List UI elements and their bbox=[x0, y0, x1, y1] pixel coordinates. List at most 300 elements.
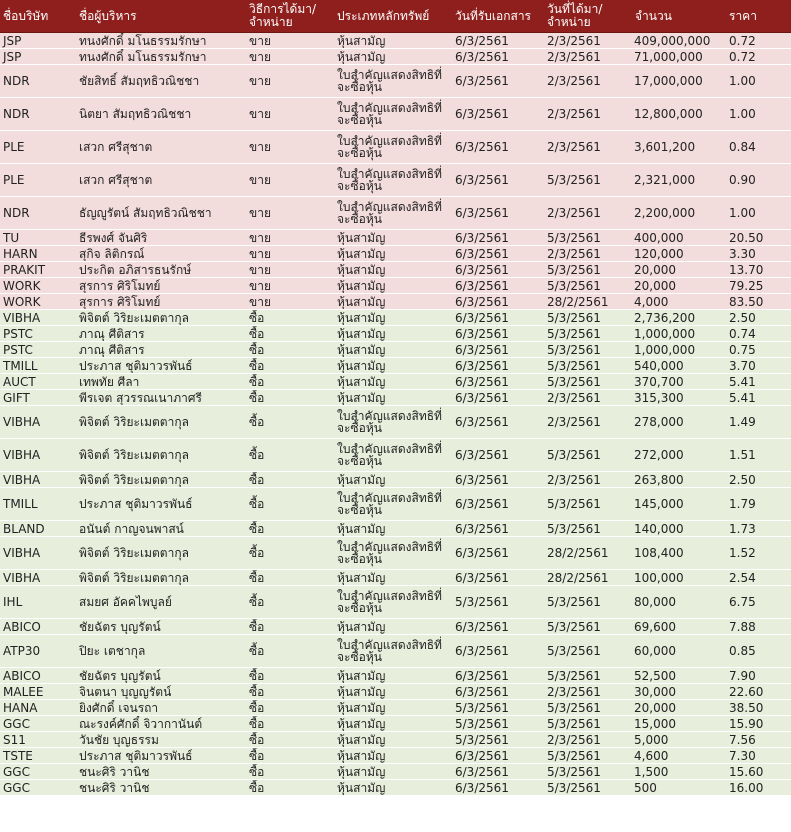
cell-method: ขาย bbox=[246, 278, 334, 294]
cell-received-date: 6/3/2561 bbox=[452, 197, 544, 230]
cell-security-type: หุ้นสามัญ bbox=[334, 684, 452, 700]
cell-security-type: หุ้นสามัญ bbox=[334, 33, 452, 49]
cell-company: PSTC bbox=[0, 342, 76, 358]
cell-price: 1.51 bbox=[726, 439, 791, 472]
cell-security-type: หุ้นสามัญ bbox=[334, 668, 452, 684]
cell-price: 16.00 bbox=[726, 780, 791, 796]
cell-executive: ประภาส ชุติมาวรพันธ์ bbox=[76, 488, 246, 521]
cell-security-type: หุ้นสามัญ bbox=[334, 716, 452, 732]
header-security-type[interactable]: ประเภทหลักทรัพย์ bbox=[334, 0, 452, 33]
cell-amount: 15,000 bbox=[632, 716, 726, 732]
cell-transaction-date: 5/3/2561 bbox=[544, 764, 632, 780]
cell-method: ขาย bbox=[246, 164, 334, 197]
cell-amount: 272,000 bbox=[632, 439, 726, 472]
cell-received-date: 6/3/2561 bbox=[452, 98, 544, 131]
cell-company: VIBHA bbox=[0, 406, 76, 439]
cell-company: VIBHA bbox=[0, 537, 76, 570]
cell-transaction-date: 5/3/2561 bbox=[544, 521, 632, 537]
cell-received-date: 6/3/2561 bbox=[452, 33, 544, 49]
cell-company: ATP30 bbox=[0, 635, 76, 668]
cell-amount: 60,000 bbox=[632, 635, 726, 668]
cell-transaction-date: 5/3/2561 bbox=[544, 748, 632, 764]
cell-executive: อนันต์ กาญจนพาสน์ bbox=[76, 521, 246, 537]
cell-company: AUCT bbox=[0, 374, 76, 390]
cell-transaction-date: 5/3/2561 bbox=[544, 310, 632, 326]
cell-transaction-date: 5/3/2561 bbox=[544, 278, 632, 294]
table-row[interactable] bbox=[0, 619, 791, 635]
cell-executive: พิจิตต์ วิริยะเมตตากุล bbox=[76, 406, 246, 439]
cell-received-date: 6/3/2561 bbox=[452, 570, 544, 586]
cell-amount: 278,000 bbox=[632, 406, 726, 439]
cell-executive: พิจิตต์ วิริยะเมตตากุล bbox=[76, 439, 246, 472]
table-row[interactable] bbox=[0, 342, 791, 358]
cell-company: GGC bbox=[0, 780, 76, 796]
table-row[interactable] bbox=[0, 700, 791, 716]
cell-price: 1.00 bbox=[726, 98, 791, 131]
cell-transaction-date: 2/3/2561 bbox=[544, 246, 632, 262]
cell-amount: 17,000,000 bbox=[632, 65, 726, 98]
table-row[interactable] bbox=[0, 49, 791, 65]
table-row[interactable] bbox=[0, 326, 791, 342]
table-row[interactable] bbox=[0, 668, 791, 684]
header-method[interactable]: วิธีการได้มา/จำหน่าย bbox=[246, 0, 334, 33]
cell-received-date: 6/3/2561 bbox=[452, 246, 544, 262]
cell-transaction-date: 5/3/2561 bbox=[544, 619, 632, 635]
cell-transaction-date: 5/3/2561 bbox=[544, 488, 632, 521]
cell-security-type: หุ้นสามัญ bbox=[334, 619, 452, 635]
cell-received-date: 6/3/2561 bbox=[452, 439, 544, 472]
cell-executive: ชัยฉัตร บุญรัตน์ bbox=[76, 619, 246, 635]
cell-transaction-date: 2/3/2561 bbox=[544, 49, 632, 65]
cell-security-type: หุ้นสามัญ bbox=[334, 310, 452, 326]
header-transaction-date[interactable]: วันที่ได้มา/จำหน่าย bbox=[544, 0, 632, 33]
cell-company: VIBHA bbox=[0, 439, 76, 472]
cell-received-date: 6/3/2561 bbox=[452, 780, 544, 796]
cell-executive: ชนะศิริ วานิช bbox=[76, 780, 246, 796]
cell-received-date: 6/3/2561 bbox=[452, 49, 544, 65]
cell-received-date: 5/3/2561 bbox=[452, 700, 544, 716]
cell-executive: ณะรงค์ศักดิ์ จิวากานันต์ bbox=[76, 716, 246, 732]
cell-method: ขาย bbox=[246, 98, 334, 131]
cell-price: 7.88 bbox=[726, 619, 791, 635]
cell-security-type: หุ้นสามัญ bbox=[334, 49, 452, 65]
table-row[interactable] bbox=[0, 310, 791, 326]
header-amount[interactable]: จำนวน bbox=[632, 0, 726, 33]
cell-security-type: หุ้นสามัญ bbox=[334, 780, 452, 796]
cell-price: 20.50 bbox=[726, 230, 791, 246]
cell-method: ซื้อ bbox=[246, 764, 334, 780]
cell-executive: ประภาส ชุติมาวรพันธ์ bbox=[76, 748, 246, 764]
cell-received-date: 6/3/2561 bbox=[452, 294, 544, 310]
cell-price: 15.60 bbox=[726, 764, 791, 780]
cell-amount: 30,000 bbox=[632, 684, 726, 700]
header-received-date[interactable]: วันที่รับเอกสาร bbox=[452, 0, 544, 33]
table-row[interactable] bbox=[0, 521, 791, 537]
cell-company: TMILL bbox=[0, 488, 76, 521]
cell-executive: พิจิตต์ วิริยะเมตตากุล bbox=[76, 570, 246, 586]
cell-received-date: 6/3/2561 bbox=[452, 390, 544, 406]
cell-amount: 80,000 bbox=[632, 586, 726, 619]
cell-method: ซื้อ bbox=[246, 521, 334, 537]
cell-amount: 20,000 bbox=[632, 700, 726, 716]
cell-received-date: 6/3/2561 bbox=[452, 748, 544, 764]
cell-security-type: หุ้นสามัญ bbox=[334, 374, 452, 390]
cell-amount: 52,500 bbox=[632, 668, 726, 684]
cell-price: 1.52 bbox=[726, 537, 791, 570]
cell-amount: 2,200,000 bbox=[632, 197, 726, 230]
cell-transaction-date: 2/3/2561 bbox=[544, 131, 632, 164]
cell-executive: ทนงศักดิ์ มโนธรรมรักษา bbox=[76, 33, 246, 49]
cell-price: 1.79 bbox=[726, 488, 791, 521]
cell-security-type: หุ้นสามัญ bbox=[334, 472, 452, 488]
cell-transaction-date: 2/3/2561 bbox=[544, 390, 632, 406]
cell-received-date: 6/3/2561 bbox=[452, 537, 544, 570]
cell-received-date: 6/3/2561 bbox=[452, 488, 544, 521]
cell-received-date: 6/3/2561 bbox=[452, 521, 544, 537]
table-row[interactable] bbox=[0, 716, 791, 732]
cell-amount: 20,000 bbox=[632, 278, 726, 294]
cell-price: 6.75 bbox=[726, 586, 791, 619]
cell-received-date: 6/3/2561 bbox=[452, 619, 544, 635]
cell-security-type: ใบสำคัญแสดงสิทธิที่จะซื้อหุ้น bbox=[334, 197, 452, 230]
cell-transaction-date: 28/2/2561 bbox=[544, 294, 632, 310]
cell-amount: 1,500 bbox=[632, 764, 726, 780]
cell-method: ขาย bbox=[246, 65, 334, 98]
cell-method: ซื้อ bbox=[246, 342, 334, 358]
cell-amount: 2,736,200 bbox=[632, 310, 726, 326]
cell-executive: สุรการ ศิริโมทย์ bbox=[76, 278, 246, 294]
cell-method: ซื้อ bbox=[246, 537, 334, 570]
cell-method: ซื้อ bbox=[246, 374, 334, 390]
cell-price: 2.54 bbox=[726, 570, 791, 586]
cell-method: ขาย bbox=[246, 246, 334, 262]
cell-executive: เสวก ศรีสุชาต bbox=[76, 164, 246, 197]
cell-executive: พิจิตต์ วิริยะเมตตากุล bbox=[76, 537, 246, 570]
cell-amount: 5,000 bbox=[632, 732, 726, 748]
cell-company: GIFT bbox=[0, 390, 76, 406]
cell-price: 5.41 bbox=[726, 374, 791, 390]
cell-price: 1.49 bbox=[726, 406, 791, 439]
cell-company: TSTE bbox=[0, 748, 76, 764]
table-row[interactable] bbox=[0, 439, 791, 472]
cell-price: 0.72 bbox=[726, 33, 791, 49]
cell-company: JSP bbox=[0, 49, 76, 65]
cell-price: 79.25 bbox=[726, 278, 791, 294]
cell-price: 2.50 bbox=[726, 310, 791, 326]
cell-security-type: หุ้นสามัญ bbox=[334, 278, 452, 294]
cell-security-type: ใบสำคัญแสดงสิทธิที่จะซื้อหุ้น bbox=[334, 406, 452, 439]
cell-executive: ปิยะ เตชากุล bbox=[76, 635, 246, 668]
cell-transaction-date: 5/3/2561 bbox=[544, 342, 632, 358]
cell-executive: ชัยฉัตร บุญรัตน์ bbox=[76, 668, 246, 684]
cell-amount: 100,000 bbox=[632, 570, 726, 586]
table-row[interactable] bbox=[0, 488, 791, 521]
cell-security-type: หุ้นสามัญ bbox=[334, 358, 452, 374]
cell-method: ซื้อ bbox=[246, 700, 334, 716]
cell-company: GGC bbox=[0, 716, 76, 732]
cell-company: PLE bbox=[0, 164, 76, 197]
table-row[interactable] bbox=[0, 65, 791, 98]
cell-transaction-date: 5/3/2561 bbox=[544, 358, 632, 374]
cell-method: ซื้อ bbox=[246, 684, 334, 700]
cell-amount: 500 bbox=[632, 780, 726, 796]
cell-method: ขาย bbox=[246, 49, 334, 65]
cell-security-type: ใบสำคัญแสดงสิทธิที่จะซื้อหุ้น bbox=[334, 488, 452, 521]
cell-received-date: 6/3/2561 bbox=[452, 262, 544, 278]
cell-company: TMILL bbox=[0, 358, 76, 374]
cell-price: 7.56 bbox=[726, 732, 791, 748]
table-row[interactable] bbox=[0, 570, 791, 586]
cell-company: VIBHA bbox=[0, 570, 76, 586]
table-row[interactable] bbox=[0, 374, 791, 390]
header-executive[interactable]: ชื่อผู้บริหาร bbox=[76, 0, 246, 33]
cell-method: ซื้อ bbox=[246, 748, 334, 764]
table-row[interactable] bbox=[0, 472, 791, 488]
cell-executive: ทนงศักดิ์ มโนธรรมรักษา bbox=[76, 49, 246, 65]
cell-amount: 12,800,000 bbox=[632, 98, 726, 131]
cell-price: 0.74 bbox=[726, 326, 791, 342]
table-row[interactable] bbox=[0, 780, 791, 796]
cell-transaction-date: 5/3/2561 bbox=[544, 374, 632, 390]
table-row[interactable] bbox=[0, 684, 791, 700]
cell-method: ซื้อ bbox=[246, 326, 334, 342]
cell-company: PLE bbox=[0, 131, 76, 164]
cell-price: 5.41 bbox=[726, 390, 791, 406]
cell-transaction-date: 5/3/2561 bbox=[544, 164, 632, 197]
cell-amount: 409,000,000 bbox=[632, 33, 726, 49]
cell-company: VIBHA bbox=[0, 310, 76, 326]
cell-transaction-date: 2/3/2561 bbox=[544, 472, 632, 488]
cell-security-type: หุ้นสามัญ bbox=[334, 342, 452, 358]
cell-security-type: หุ้นสามัญ bbox=[334, 390, 452, 406]
cell-received-date: 6/3/2561 bbox=[452, 310, 544, 326]
cell-executive: ประกิต อภิสารธนรักษ์ bbox=[76, 262, 246, 278]
cell-received-date: 6/3/2561 bbox=[452, 764, 544, 780]
cell-method: ซื้อ bbox=[246, 668, 334, 684]
cell-price: 22.60 bbox=[726, 684, 791, 700]
table-row[interactable] bbox=[0, 246, 791, 262]
cell-executive: ยิงศักดิ์ เจนรถา bbox=[76, 700, 246, 716]
table-row[interactable] bbox=[0, 537, 791, 570]
cell-company: NDR bbox=[0, 98, 76, 131]
cell-method: ขาย bbox=[246, 294, 334, 310]
cell-price: 7.90 bbox=[726, 668, 791, 684]
cell-amount: 1,000,000 bbox=[632, 326, 726, 342]
cell-executive: ประภาส ชุติมาวรพันธ์ bbox=[76, 358, 246, 374]
cell-price: 0.75 bbox=[726, 342, 791, 358]
table-row[interactable] bbox=[0, 294, 791, 310]
cell-transaction-date: 2/3/2561 bbox=[544, 98, 632, 131]
cell-received-date: 6/3/2561 bbox=[452, 406, 544, 439]
cell-received-date: 6/3/2561 bbox=[452, 635, 544, 668]
cell-company: S11 bbox=[0, 732, 76, 748]
cell-executive: เสวก ศรีสุชาต bbox=[76, 131, 246, 164]
cell-company: WORK bbox=[0, 278, 76, 294]
cell-transaction-date: 2/3/2561 bbox=[544, 197, 632, 230]
cell-price: 15.90 bbox=[726, 716, 791, 732]
cell-method: ขาย bbox=[246, 131, 334, 164]
cell-company: NDR bbox=[0, 65, 76, 98]
cell-amount: 2,321,000 bbox=[632, 164, 726, 197]
cell-transaction-date: 2/3/2561 bbox=[544, 33, 632, 49]
header-company[interactable]: ชื่อบริษัท bbox=[0, 0, 76, 33]
cell-transaction-date: 5/3/2561 bbox=[544, 326, 632, 342]
cell-received-date: 6/3/2561 bbox=[452, 358, 544, 374]
cell-transaction-date: 5/3/2561 bbox=[544, 262, 632, 278]
cell-method: ขาย bbox=[246, 230, 334, 246]
cell-executive: สุกิจ ลิติกรณ์ bbox=[76, 246, 246, 262]
cell-security-type: ใบสำคัญแสดงสิทธิที่จะซื้อหุ้น bbox=[334, 635, 452, 668]
cell-received-date: 6/3/2561 bbox=[452, 668, 544, 684]
cell-method: ซื้อ bbox=[246, 390, 334, 406]
cell-transaction-date: 2/3/2561 bbox=[544, 684, 632, 700]
cell-amount: 120,000 bbox=[632, 246, 726, 262]
cell-transaction-date: 5/3/2561 bbox=[544, 668, 632, 684]
cell-security-type: หุ้นสามัญ bbox=[334, 246, 452, 262]
cell-executive: สมยศ อัคคไพบูลย์ bbox=[76, 586, 246, 619]
cell-executive: ชัยสิทธิ์ สัมฤทธิวณิชชา bbox=[76, 65, 246, 98]
cell-received-date: 6/3/2561 bbox=[452, 131, 544, 164]
table-row[interactable] bbox=[0, 748, 791, 764]
cell-company: JSP bbox=[0, 33, 76, 49]
table-row[interactable] bbox=[0, 230, 791, 246]
cell-security-type: หุ้นสามัญ bbox=[334, 294, 452, 310]
cell-security-type: ใบสำคัญแสดงสิทธิที่จะซื้อหุ้น bbox=[334, 98, 452, 131]
cell-security-type: หุ้นสามัญ bbox=[334, 700, 452, 716]
cell-amount: 140,000 bbox=[632, 521, 726, 537]
cell-received-date: 6/3/2561 bbox=[452, 65, 544, 98]
cell-executive: จินตนา บุญญรัตน์ bbox=[76, 684, 246, 700]
cell-executive: พีรเจต สุวรรณเนาภาศรี bbox=[76, 390, 246, 406]
table-row[interactable] bbox=[0, 33, 791, 49]
cell-company: GGC bbox=[0, 764, 76, 780]
cell-security-type: หุ้นสามัญ bbox=[334, 764, 452, 780]
cell-security-type: หุ้นสามัญ bbox=[334, 748, 452, 764]
cell-security-type: หุ้นสามัญ bbox=[334, 230, 452, 246]
cell-executive: เทพทัย ศีลา bbox=[76, 374, 246, 390]
cell-price: 13.70 bbox=[726, 262, 791, 278]
cell-price: 38.50 bbox=[726, 700, 791, 716]
cell-amount: 370,700 bbox=[632, 374, 726, 390]
table-body bbox=[0, 33, 791, 796]
table-row[interactable] bbox=[0, 98, 791, 131]
cell-amount: 20,000 bbox=[632, 262, 726, 278]
cell-method: ซื้อ bbox=[246, 732, 334, 748]
cell-price: 83.50 bbox=[726, 294, 791, 310]
cell-security-type: ใบสำคัญแสดงสิทธิที่จะซื้อหุ้น bbox=[334, 586, 452, 619]
cell-price: 2.50 bbox=[726, 472, 791, 488]
cell-transaction-date: 2/3/2561 bbox=[544, 65, 632, 98]
table-row[interactable] bbox=[0, 406, 791, 439]
cell-company: WORK bbox=[0, 294, 76, 310]
table-row[interactable] bbox=[0, 131, 791, 164]
cell-transaction-date: 5/3/2561 bbox=[544, 780, 632, 796]
cell-transaction-date: 28/2/2561 bbox=[544, 570, 632, 586]
header-price[interactable]: ราคา bbox=[726, 0, 791, 33]
cell-amount: 1,000,000 bbox=[632, 342, 726, 358]
cell-company: BLAND bbox=[0, 521, 76, 537]
cell-price: 1.00 bbox=[726, 65, 791, 98]
cell-company: ABICO bbox=[0, 668, 76, 684]
cell-price: 3.30 bbox=[726, 246, 791, 262]
cell-method: ซื้อ bbox=[246, 439, 334, 472]
table-row[interactable] bbox=[0, 732, 791, 748]
cell-method: ซื้อ bbox=[246, 586, 334, 619]
cell-price: 0.84 bbox=[726, 131, 791, 164]
cell-company: HARN bbox=[0, 246, 76, 262]
cell-price: 7.30 bbox=[726, 748, 791, 764]
cell-transaction-date: 2/3/2561 bbox=[544, 732, 632, 748]
cell-company: MALEE bbox=[0, 684, 76, 700]
cell-security-type: ใบสำคัญแสดงสิทธิที่จะซื้อหุ้น bbox=[334, 164, 452, 197]
cell-amount: 3,601,200 bbox=[632, 131, 726, 164]
cell-received-date: 6/3/2561 bbox=[452, 374, 544, 390]
cell-price: 1.00 bbox=[726, 197, 791, 230]
cell-executive: ธีรพงศ์ จันศิริ bbox=[76, 230, 246, 246]
cell-received-date: 5/3/2561 bbox=[452, 586, 544, 619]
cell-transaction-date: 5/3/2561 bbox=[544, 700, 632, 716]
cell-company: HANA bbox=[0, 700, 76, 716]
cell-executive: ภาณุ ศีติสาร bbox=[76, 326, 246, 342]
cell-security-type: ใบสำคัญแสดงสิทธิที่จะซื้อหุ้น bbox=[334, 65, 452, 98]
cell-received-date: 6/3/2561 bbox=[452, 164, 544, 197]
cell-transaction-date: 2/3/2561 bbox=[544, 406, 632, 439]
cell-executive: วันชัย บุญธรรม bbox=[76, 732, 246, 748]
cell-security-type: ใบสำคัญแสดงสิทธิที่จะซื้อหุ้น bbox=[334, 537, 452, 570]
cell-amount: 71,000,000 bbox=[632, 49, 726, 65]
cell-price: 0.72 bbox=[726, 49, 791, 65]
cell-amount: 540,000 bbox=[632, 358, 726, 374]
table-row[interactable] bbox=[0, 358, 791, 374]
cell-method: ซื้อ bbox=[246, 310, 334, 326]
table-row[interactable] bbox=[0, 586, 791, 619]
cell-received-date: 6/3/2561 bbox=[452, 278, 544, 294]
cell-transaction-date: 5/3/2561 bbox=[544, 439, 632, 472]
table-row[interactable] bbox=[0, 635, 791, 668]
cell-executive: พิจิตต์ วิริยะเมตตากุล bbox=[76, 310, 246, 326]
table-row[interactable] bbox=[0, 262, 791, 278]
table-row[interactable] bbox=[0, 764, 791, 780]
cell-amount: 315,300 bbox=[632, 390, 726, 406]
cell-transaction-date: 28/2/2561 bbox=[544, 537, 632, 570]
table-row[interactable] bbox=[0, 164, 791, 197]
cell-amount: 69,600 bbox=[632, 619, 726, 635]
cell-received-date: 6/3/2561 bbox=[452, 684, 544, 700]
cell-company: PSTC bbox=[0, 326, 76, 342]
cell-received-date: 5/3/2561 bbox=[452, 716, 544, 732]
cell-price: 1.73 bbox=[726, 521, 791, 537]
cell-executive: ธัญญูรัตน์ สัมฤทธิวณิชชา bbox=[76, 197, 246, 230]
cell-method: ขาย bbox=[246, 262, 334, 278]
cell-method: ขาย bbox=[246, 33, 334, 49]
cell-security-type: หุ้นสามัญ bbox=[334, 326, 452, 342]
table-row[interactable] bbox=[0, 390, 791, 406]
cell-method: ซื้อ bbox=[246, 780, 334, 796]
table-header-row bbox=[0, 0, 791, 33]
cell-company: PRAKIT bbox=[0, 262, 76, 278]
cell-method: ซื้อ bbox=[246, 716, 334, 732]
cell-company: NDR bbox=[0, 197, 76, 230]
cell-transaction-date: 5/3/2561 bbox=[544, 716, 632, 732]
cell-method: ซื้อ bbox=[246, 406, 334, 439]
table-row[interactable] bbox=[0, 197, 791, 230]
table-row[interactable] bbox=[0, 278, 791, 294]
cell-method: ซื้อ bbox=[246, 358, 334, 374]
cell-method: ซื้อ bbox=[246, 570, 334, 586]
cell-method: ซื้อ bbox=[246, 472, 334, 488]
cell-security-type: หุ้นสามัญ bbox=[334, 732, 452, 748]
cell-received-date: 6/3/2561 bbox=[452, 230, 544, 246]
